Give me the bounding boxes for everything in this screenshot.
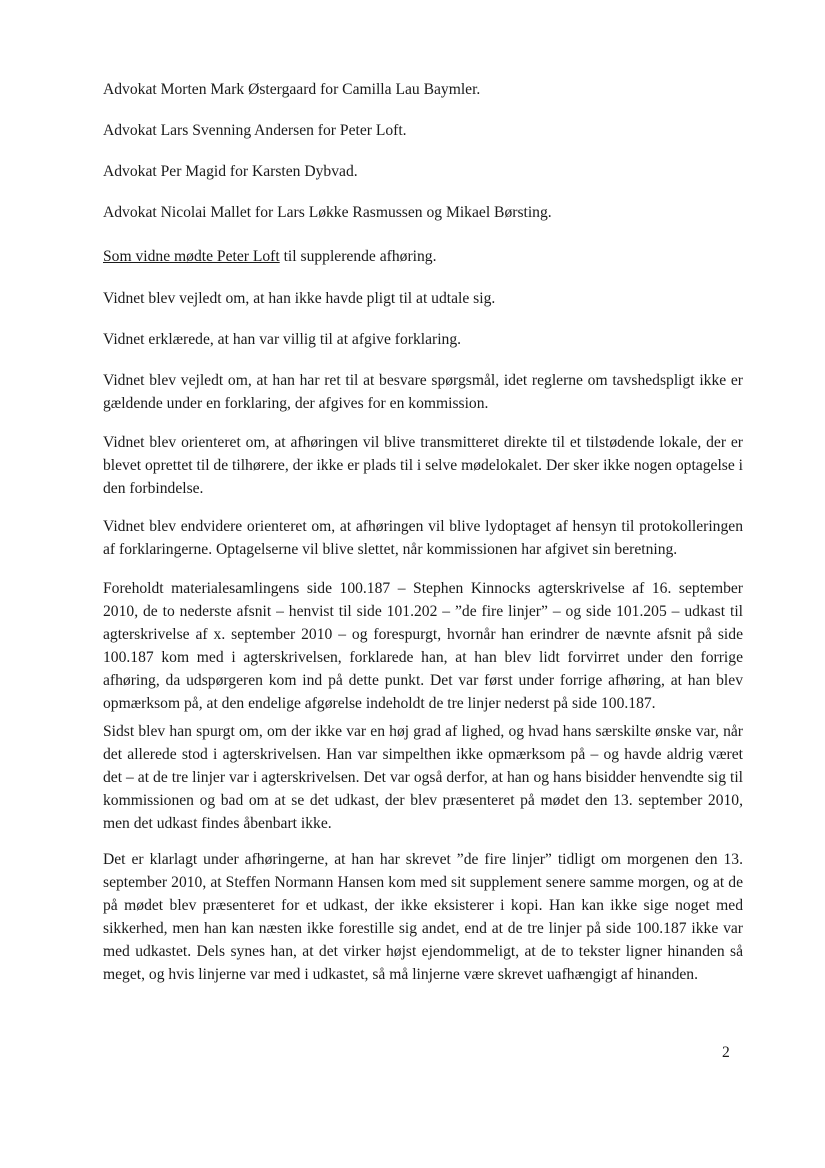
paragraph: Vidnet blev orienteret om, at afhøringen vil blive transmitteret direkte til et tilstødende lokale, der er blevet oprettet til de tilhørere, der ikke er plads til i selve mødelokalet. Der sker ikke nogen optagelse i den forbindelse. <box>103 434 743 497</box>
witness-text: til supplerende afhøring. <box>279 248 437 265</box>
paragraph: Vidnet blev vejledt om, at han ikke havde pligt til at udtale sig. <box>103 290 496 307</box>
paragraph: Det er klarlagt under afhøringerne, at han har skrevet ”de fire linjer” tidligt om morgenen den 13. september 2010, at Steffen Normann Hansen kom med sit supplement senere samme morgen, og at de på mødet blev præsenteret for et udkast, der ikke eksisterer i kopi. Han kan ikke sige noget med sikkerhed, men han kan næsten ikke forestille sig andet, end at de tre linjer på side 100.187 ikke var med udkastet. Dels synes han, at det virker højst ejendommeligt, at de to tekster ligner hinanden så meget, og hvis linjerne var med i udkastet, så må linjerne være skrevet uafhængigt af hinanden. <box>103 851 743 983</box>
paragraph: Vidnet blev endvidere orienteret om, at afhøringen vil blive lydoptaget af hensyn til protokolleringen af forklaringerne. Optagelserne vil blive slettet, når kommissionen har afgivet sin beretning. <box>103 518 743 558</box>
lawyer-line: Advokat Lars Svenning Andersen for Peter Loft. <box>103 122 407 139</box>
page-number: 2 <box>722 1044 730 1061</box>
paragraph: Sidst blev han spurgt om, om der ikke var en høj grad af lighed, og hvad hans særskilte ønske var, når det allerede stod i agterskrivelsen. Han var simpelthen ikke opmærksom på – og havde aldrig været det – at de tre linjer var i agterskrivelsen. Det var også derfor, at han og hans bisidder henvendte sig til kommissionen og bad om at se det udkast, der blev præsenteret på mødet den 13. september 2010, men det udkast findes åbenbart ikke. <box>103 723 743 832</box>
paragraph: Vidnet erklærede, at han var villig til at afgive forklaring. <box>103 331 462 348</box>
witness-line <box>103 245 743 268</box>
lawyer-line: Advokat Morten Mark Østergaard for Camilla Lau Baymler. <box>103 81 481 98</box>
paragraph: Vidnet blev vejledt om, at han har ret til at besvare spørgsmål, idet reglerne om tavshedspligt ikke er gældende under en forklaring, der afgives for en kommission. <box>103 372 743 412</box>
lawyer-line: Advokat Per Magid for Karsten Dybvad. <box>103 163 358 180</box>
witness-heading: Som vidne mødte Peter Loft <box>103 248 280 265</box>
lawyer-line: Advokat Nicolai Mallet for Lars Løkke Rasmussen og Mikael Børsting. <box>103 204 552 221</box>
paragraph: Foreholdt materialesamlingens side 100.187 – Stephen Kinnocks agterskrivelse af 16. september 2010, de to nederste afsnit – henvist til side 101.202 – ”de fire linjer” – og side 101.205 – udkast til agterskrivelse af x. september 2010 – og forespurgt, hvornår han erindrer de nævnte afsnit på side 100.187 kom med i agterskrivelsen, forklarede han, at han blev lidt forvirret under den forrige afhøring, da udspørgeren kom ind på dette punkt. Det var først under forrige afhøring, at han blev opmærksom på, at den endelige afgørelse indeholdt de tre linjer nederst på side 100.187. <box>103 580 743 712</box>
